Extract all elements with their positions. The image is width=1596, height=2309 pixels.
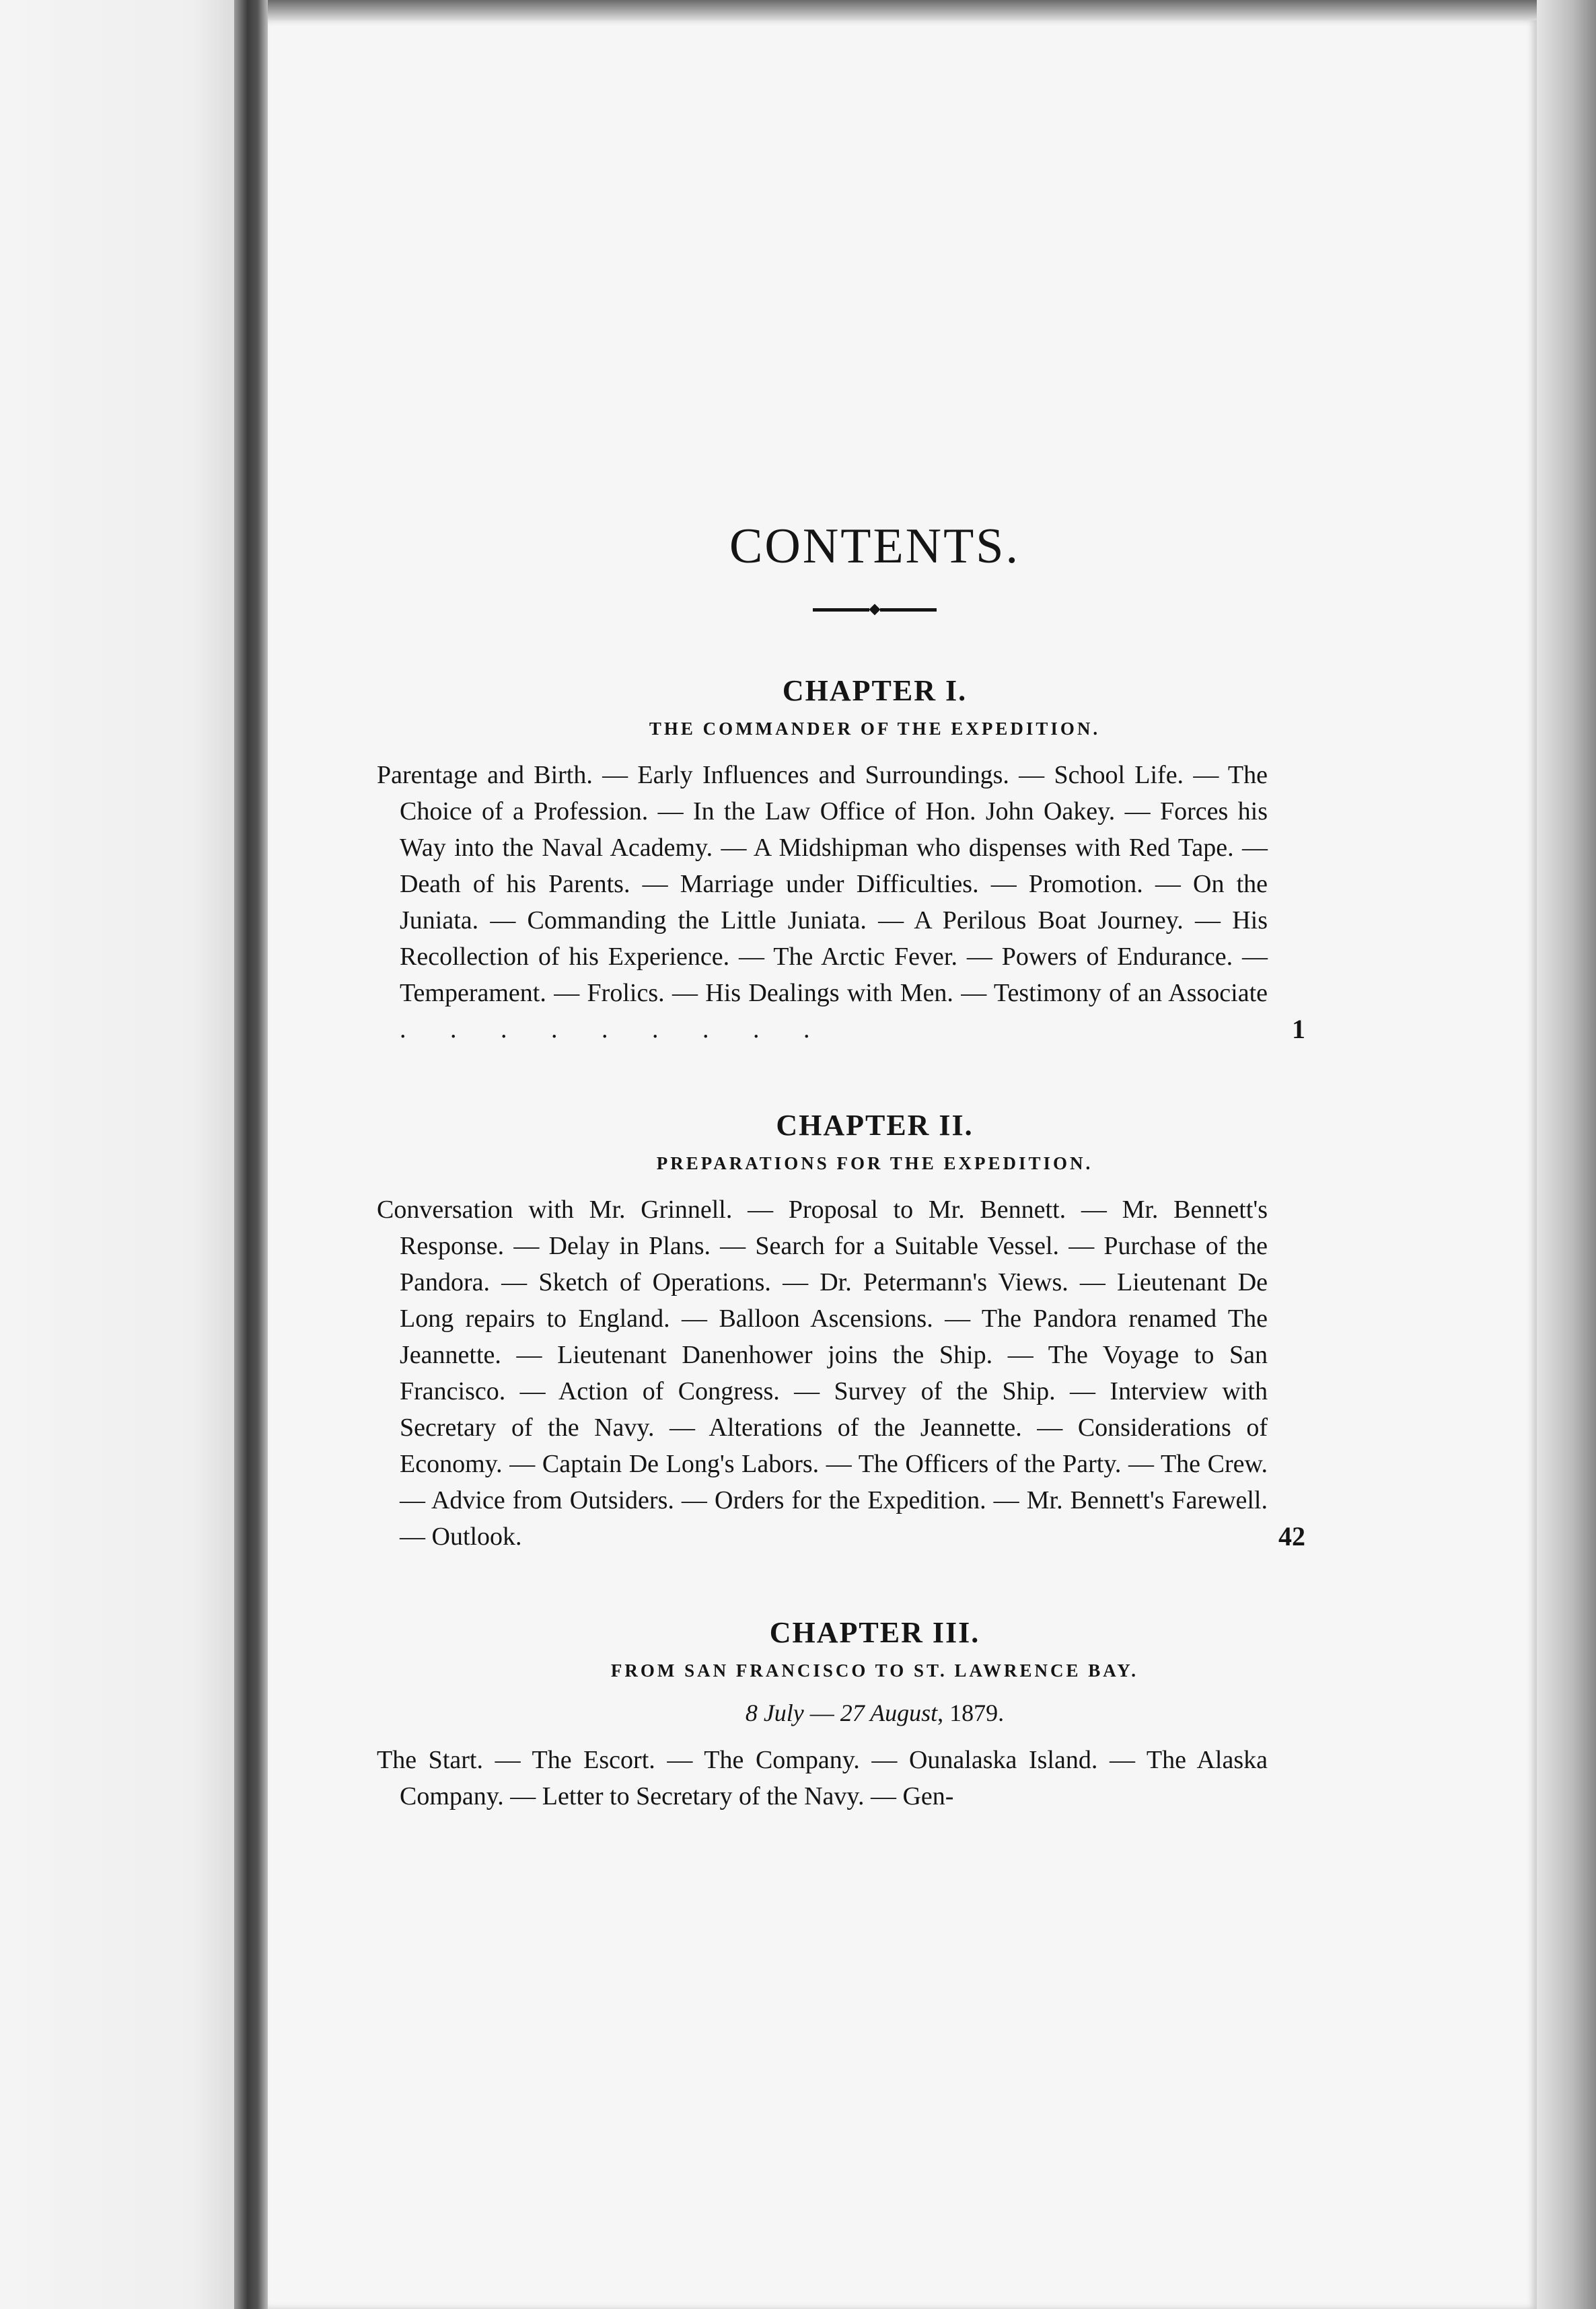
chapter-1-summary-text: Parentage and Birth. — Early Influences and Surroundings. — School Life. — The Choice of a Profession. — In the Law Office of Hon. John Oakey. — Forces his Way into the Naval Academy. — A Midshipman who dispenses with Red Tape. — Death of his Parents. — Marriage under Difficulties. — Promotion. — On the Juniata. — Commanding the Little Juniata. — A Perilous Boat Journey. — His Recollection of his Experience. — The Arctic Fever. — Powers of Endurance. — Temperament. — Frolics. — His Dealings with Men. — Testimony of an Associate xyxy=(377,761,1268,1007)
chapter-1-page-number: 1 xyxy=(1292,1014,1305,1044)
chapter-2-page-number: 42 xyxy=(1278,1521,1305,1551)
chapter-2-summary: Conversation with Mr. Grinnell. — Proposal to Mr. Bennett. — Mr. Bennett's Response. — Delay in Plans. — Search for a Suitable Vessel. — Purchase of the Pandora. — Sketch of Operations. — Dr. Petermann's Views. — Lieutenant De Long repairs to England. — Balloon Ascensions. — The Pandora renamed The Jeannette. — Lieutenant Danenhower joins the Ship. — The Voyage to San Francisco. — Action of Congress. — Survey of the Ship. — Interview with Secretary of the Navy. — Alterations of the Jeannette. — Considerations of Economy. — Captain De Long's Labors. — The Officers of the Party. — The Crew. — Advice from Outsiders. — Orders for the Expedition. — Mr. Bennett's Farewell. — Outlook. xyxy=(377,1196,1268,1551)
date-separator: — xyxy=(803,1699,840,1726)
ornament-diamond xyxy=(869,604,881,616)
right-page-edge xyxy=(1537,0,1596,2309)
title-ornament xyxy=(377,599,1299,620)
date-start: 8 July xyxy=(745,1699,804,1726)
chapter-3-entry xyxy=(377,1615,1299,1815)
chapter-3-dates xyxy=(377,1699,1299,1727)
ornament-rule-left xyxy=(813,608,869,612)
contents-page xyxy=(377,518,1305,1875)
dot-leader: . . . . . . . . . xyxy=(400,1015,829,1043)
ornament-rule-right xyxy=(880,608,937,612)
chapter-1-entry xyxy=(377,673,1305,1048)
chapter-1-title: THE COMMANDER OF THE EXPEDITION. xyxy=(649,719,1101,739)
chapter-3-heading: CHAPTER III. xyxy=(769,1616,980,1649)
page-title: CONTENTS. xyxy=(729,519,1020,574)
chapter-2-heading: CHAPTER II. xyxy=(776,1109,974,1142)
chapter-3-summary: The Start. — The Escort. — The Company. — Ounalaska Island. — The Alaska Company. — Letter to Secretary of the Navy. — Gen- xyxy=(377,1746,1268,1810)
chapter-2-title: PREPARATIONS FOR THE EXPEDITION. xyxy=(656,1153,1093,1173)
date-year: , 1879. xyxy=(937,1699,1005,1726)
chapter-3-title: FROM SAN FRANCISCO TO ST. LAWRENCE BAY. xyxy=(610,1660,1139,1681)
left-page-edge xyxy=(0,0,242,2309)
page-top-edge xyxy=(268,0,1596,20)
chapter-1-summary xyxy=(377,757,1268,1048)
date-end: 27 August xyxy=(840,1699,938,1726)
chapter-1-heading: CHAPTER I. xyxy=(782,674,968,707)
book-gutter xyxy=(234,0,268,2309)
chapter-2-entry xyxy=(377,1108,1305,1555)
